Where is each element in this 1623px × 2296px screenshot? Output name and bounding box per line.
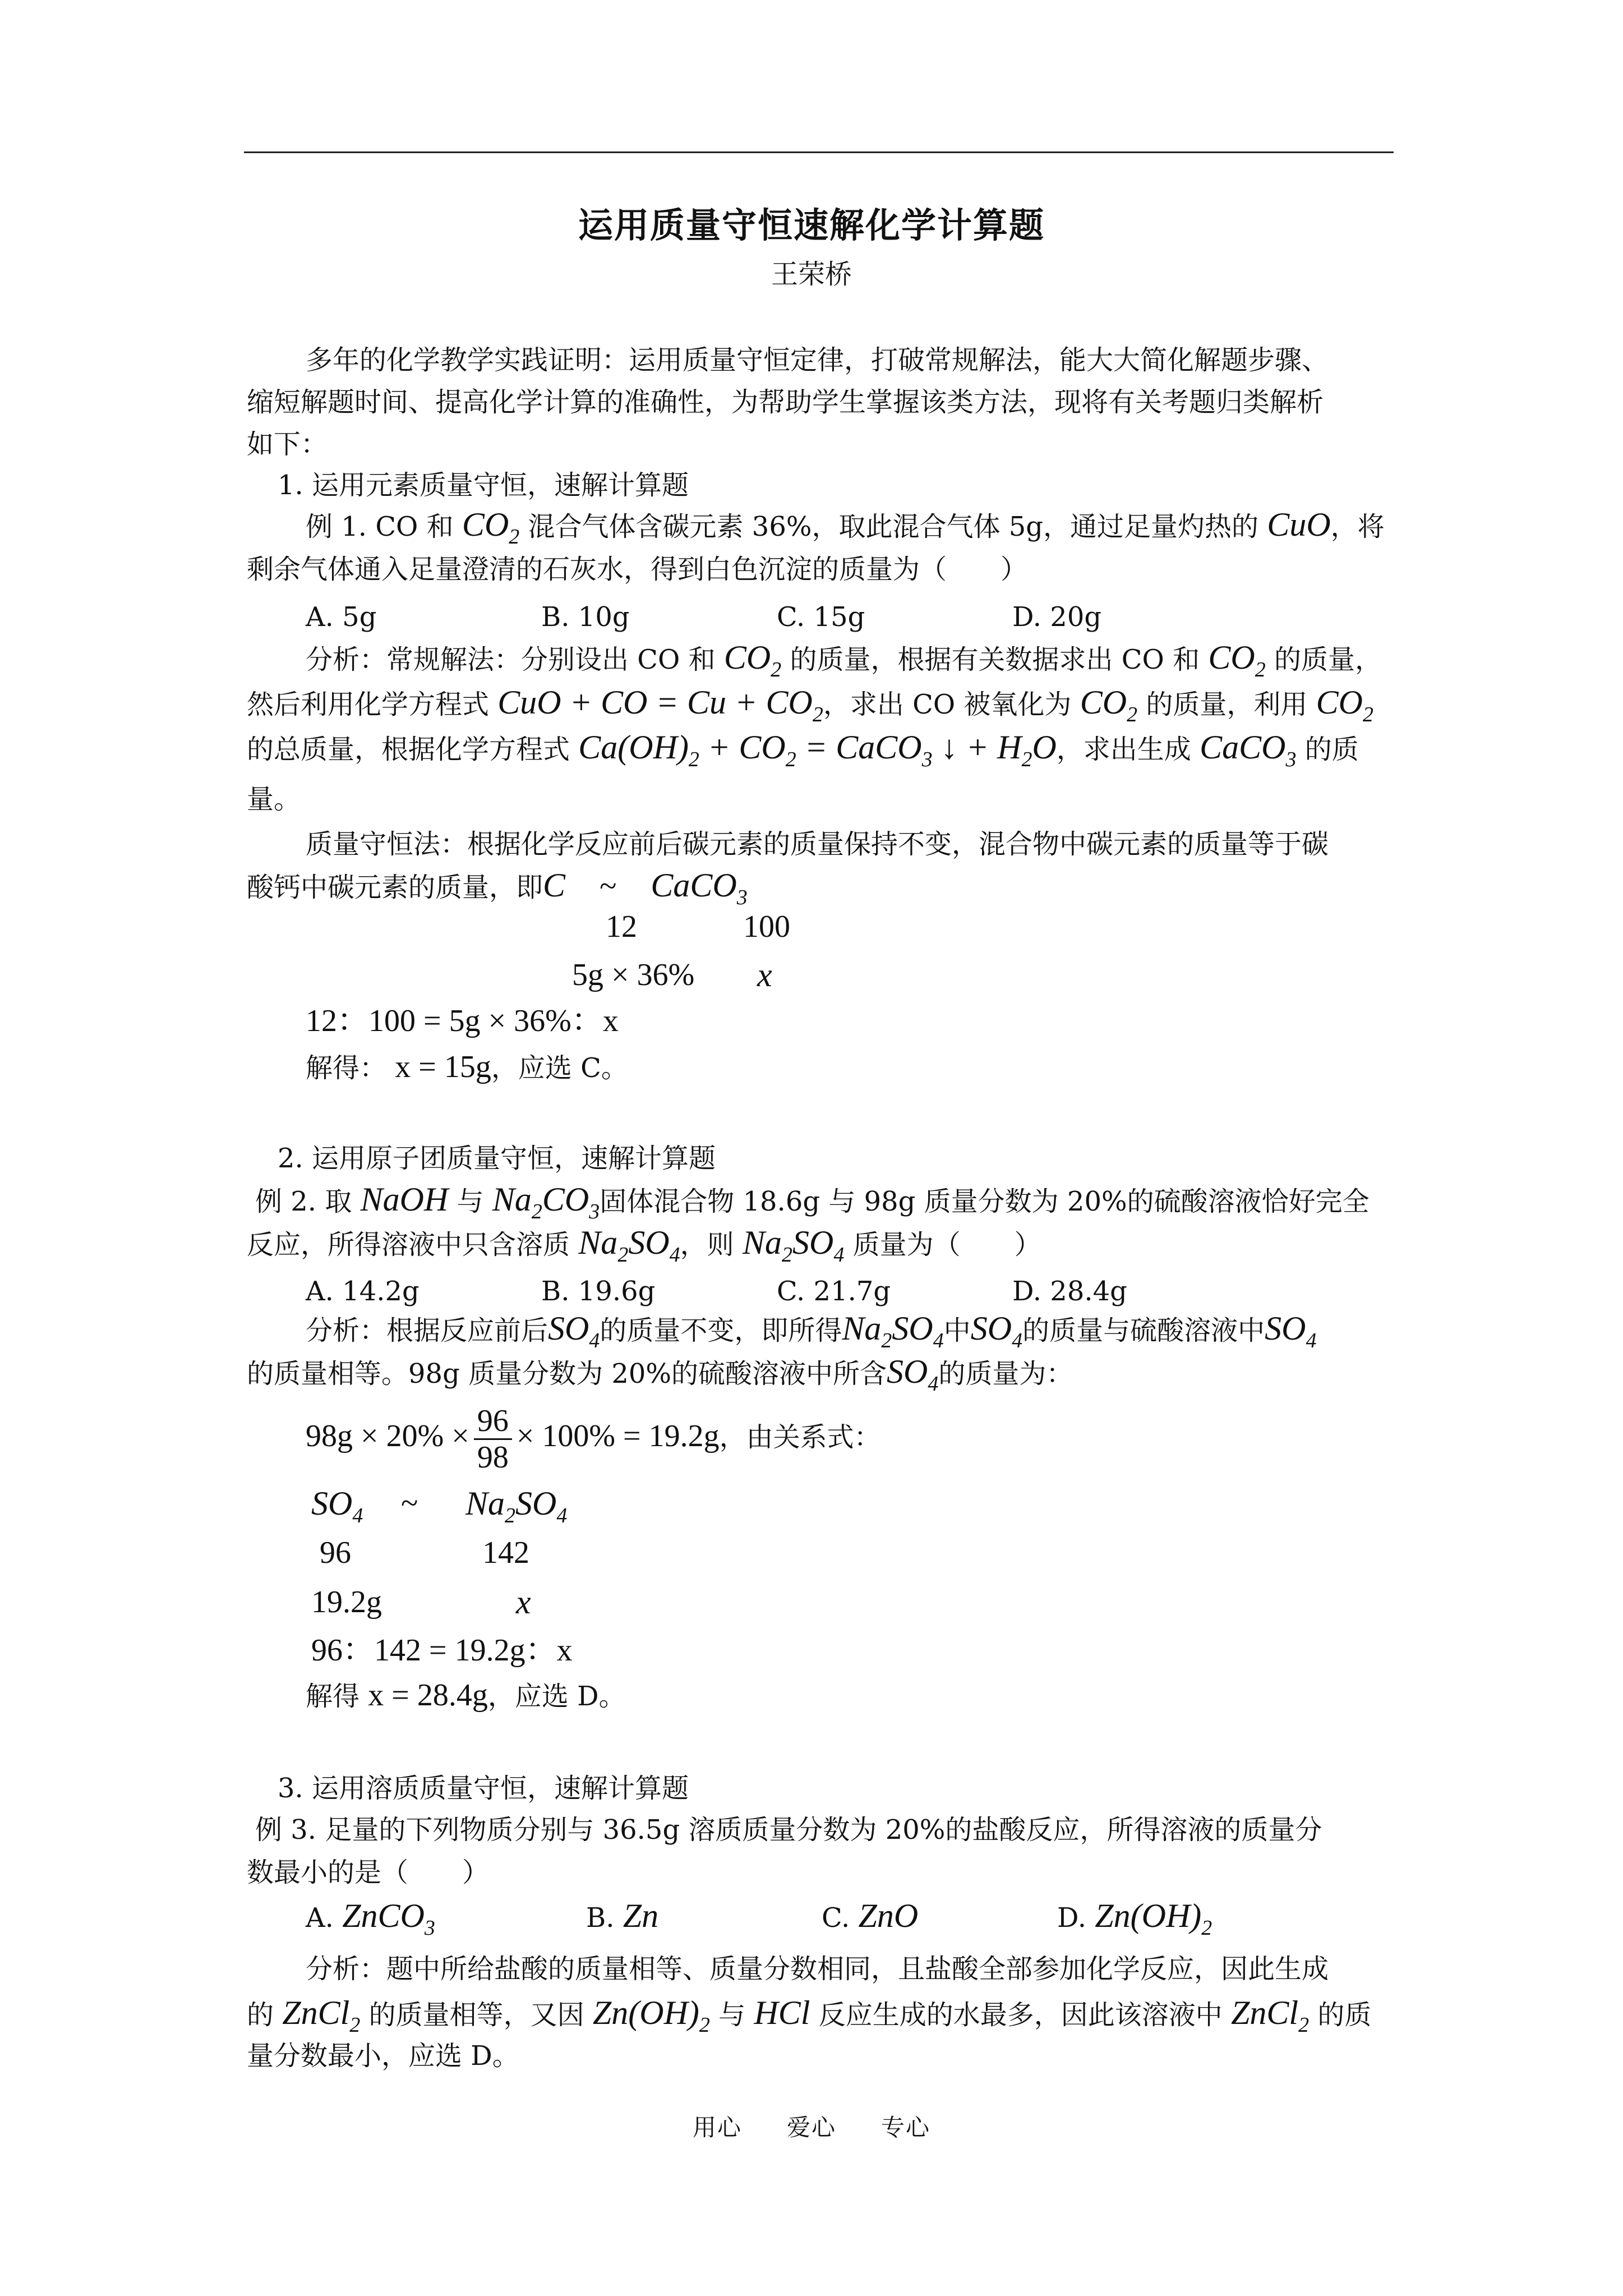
- example-3-line-1: 例 3. 足量的下列物质分别与 36.5g 溶质质量分数为 20%的盐酸反应，所得溶液的质量分: [255, 1814, 1322, 1846]
- option-b: B. Zn: [586, 1897, 659, 1934]
- analysis-3-line-1: 分析：题中所给盐酸的质量相等、质量分数相同，且盐酸全部参加化学反应，因此生成: [306, 1953, 1329, 1985]
- analysis-1-line-2: 然后利用化学方程式 CuO + CO = $Cu + CO_2$，求出 CO 被氧化为 $CO_2$ 的质量，利用 $CO_2$: [247, 684, 1373, 726]
- example-1-line-1: 例 1. CO 和 $CO_2$ 混合气体含碳元素 36%，取此混合气体 5g，通过足量灼热的 CuO，将: [306, 506, 1385, 549]
- analysis-1-line-1: 分析：常规解法：分别设出 CO 和 $CO_2$ 的质量，根据有关数据求出 CO 和 $CO_2$ 的质量，: [306, 639, 1382, 682]
- example-3-options: [306, 1897, 1212, 1940]
- ratio-12: 12: [606, 909, 637, 944]
- intro-line-2: 缩短解题时间、提高化学计算的准确性，为帮助学生掌握该类方法，现将有关考题归类解析: [247, 386, 1324, 418]
- page-title: 运用质量守恒速解化学计算题: [578, 205, 1045, 246]
- calc-expression: 98g × 20% × $\frac{96}{98}$ × 100% = 19.2g，由关系式：: [306, 1404, 881, 1475]
- relation-so4: $SO_4$: [311, 1485, 363, 1527]
- option-c: C. 15g: [777, 601, 865, 633]
- relation-19-2g: 19.2g: [311, 1585, 382, 1619]
- analysis-2-line-2: 的质量相等。98g 质量分数为 20%的硫酸溶液中所含$SO_4$的质量为：: [247, 1353, 1073, 1396]
- analysis-1-line-4: 量。: [247, 784, 301, 815]
- intro-line-3: 如下：: [247, 429, 328, 460]
- footer-word-3: 专心: [881, 2114, 931, 2141]
- option-a: A. 5g: [306, 601, 377, 633]
- header-rule: [244, 151, 1394, 153]
- option-d: D. 20g: [1012, 601, 1102, 633]
- example-1-options: [306, 600, 1101, 634]
- page-footer: [0, 2109, 1623, 2143]
- option-b: B. 19.6g: [541, 1276, 656, 1307]
- conservation-line-1: 质量守恒法：根据化学反应前后碳元素的质量保持不变，混合物中碳元素的质量等于碳: [306, 829, 1329, 860]
- answer-1: 解得： x = 15g，应选 C。: [306, 1050, 628, 1084]
- example-3-line-2: 数最小的是（ ）: [247, 1857, 490, 1888]
- relation-tilde: ~: [401, 1486, 418, 1521]
- option-d: D. 28.4g: [1012, 1276, 1127, 1307]
- relation-na2so4: $Na_2SO_4$: [465, 1485, 568, 1527]
- ratio-equation-2: 96：142 = 19.2g：x: [311, 1633, 573, 1668]
- fraction-96-98: $\frac{96}{98}$: [474, 1404, 512, 1475]
- analysis-3-line-3: 量分数最小，应选 D。: [247, 2040, 519, 2072]
- mass-5g-36: 5g × 36%: [572, 958, 695, 992]
- option-a: A. 14.2g: [306, 1276, 419, 1307]
- option-a: A. ZnCO$_3$: [306, 1897, 435, 1940]
- example-2-line-2: 反应，所得溶液中只含溶质 $Na_2SO_4$，则 $Na_2SO_4$ 质量为（ ）: [247, 1224, 1041, 1267]
- intro-line-1: 多年的化学教学实践证明：运用质量守恒定律，打破常规解法，能大大简化解题步骤、: [306, 344, 1329, 376]
- option-c: C. ZnO: [822, 1897, 919, 1934]
- ratio-100: 100: [743, 909, 790, 944]
- conservation-line-2: 酸钙中碳元素的质量，即C ~ CaCO$_3$: [247, 867, 748, 909]
- answer-2: 解得 x = 28.4g，应选 D。: [306, 1678, 626, 1713]
- analysis-2-line-1: 分析：根据反应前后$SO_4$的质量不变，即所得$Na_2SO_4$中$SO_4$的质量与硫酸溶液中$SO_4$: [306, 1310, 1317, 1352]
- footer-word-1: 用心: [692, 2114, 742, 2141]
- example-2-line-1: 例 2. 取 NaOH 与 $Na_2CO_3$固体混合物 18.6g 与 98g 质量分数为 20%的硫酸溶液恰好完全: [255, 1181, 1370, 1223]
- section-2-heading: 2. 运用原子团质量守恒，速解计算题: [278, 1143, 716, 1174]
- author: 王荣桥: [771, 259, 852, 290]
- option-d: D. $Zn(OH)_2$: [1057, 1897, 1212, 1940]
- relation-96: 96: [320, 1535, 351, 1570]
- footer-word-2: 爱心: [786, 2114, 836, 2141]
- section-1-heading: 1. 运用元素质量守恒，速解计算题: [278, 470, 689, 501]
- analysis-1-line-3: 的总质量，根据化学方程式 $Ca(OH)_2 + CO_2$ = CaCO$_3$ ↓ + $H_2O$，求出生成 CaCO$_3$ 的质: [247, 729, 1359, 771]
- ratio-equation-1: 12：100 = 5g × 36%：x: [306, 1004, 619, 1038]
- example-1-line-2: 剩余气体通入足量澄清的石灰水，得到白色沉淀的质量为（ ）: [247, 554, 1028, 585]
- relation-x: x: [516, 1584, 531, 1621]
- unknown-x: x: [757, 956, 772, 993]
- option-c: C. 21.7g: [777, 1276, 891, 1307]
- example-2-options: [306, 1274, 1127, 1308]
- analysis-3-line-2: 的 ZnCl$_2$ 的质量相等，又因 $Zn(OH)_2$ 与 HCl 反应生成的水最多，因此该溶液中 ZnCl$_2$ 的质: [247, 1994, 1372, 2037]
- relation-142: 142: [482, 1535, 529, 1570]
- option-b: B. 10g: [541, 601, 630, 633]
- section-3-heading: 3. 运用溶质质量守恒，速解计算题: [278, 1773, 689, 1804]
